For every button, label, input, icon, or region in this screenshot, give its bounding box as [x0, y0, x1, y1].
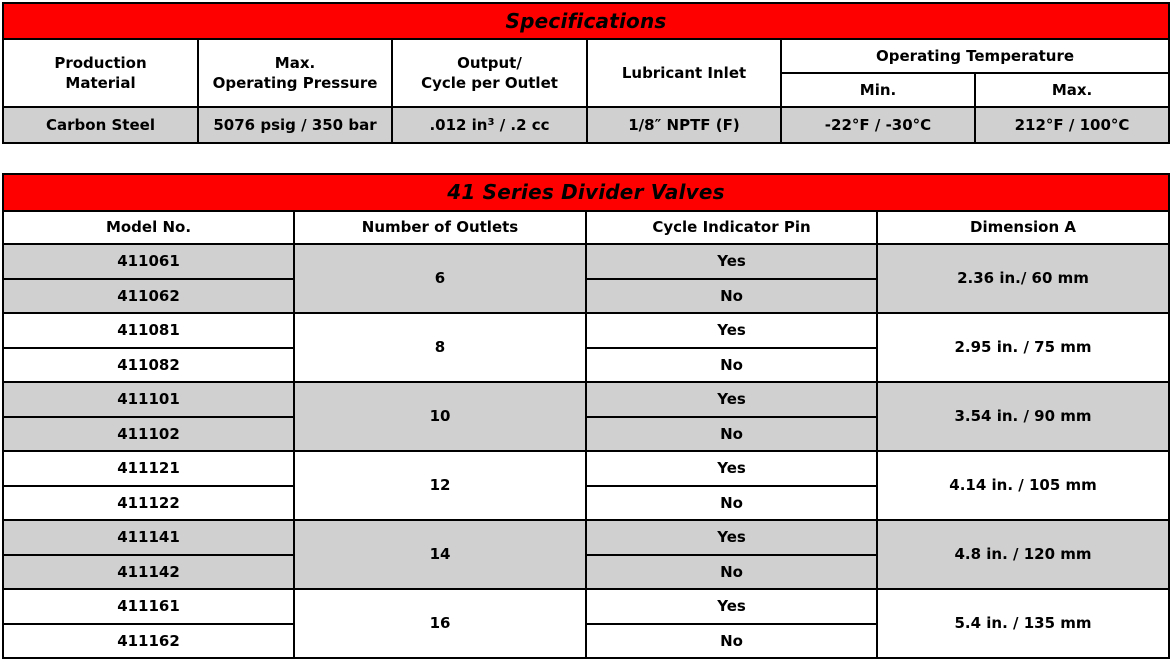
specifications-table — [2, 2, 1170, 144]
number-of-outlets-cell: 10 — [294, 382, 586, 451]
header-temp-max: Max. — [975, 73, 1169, 107]
header-production-material: Production Material — [3, 39, 198, 107]
cycle-indicator-pin-cell: No — [586, 486, 877, 521]
table-row — [3, 589, 1169, 624]
divider-valves-title: 41 Series Divider Valves — [3, 174, 1169, 211]
header-number-of-outlets: Number of Outlets — [294, 211, 586, 244]
header-output-per-cycle: Output/ Cycle per Outlet — [392, 39, 587, 107]
dimension-a-cell: 3.54 in. / 90 mm — [877, 382, 1169, 451]
cycle-indicator-pin-cell: No — [586, 279, 877, 314]
model-number-cell: 411122 — [3, 486, 294, 521]
dimension-a-cell: 4.8 in. / 120 mm — [877, 520, 1169, 589]
cycle-indicator-pin-cell: No — [586, 417, 877, 452]
table-row — [3, 451, 1169, 486]
model-number-cell: 411142 — [3, 555, 294, 590]
model-number-cell: 411061 — [3, 244, 294, 279]
model-number-cell: 411062 — [3, 279, 294, 314]
cycle-indicator-pin-cell: Yes — [586, 520, 877, 555]
model-number-cell: 411101 — [3, 382, 294, 417]
number-of-outlets-cell: 16 — [294, 589, 586, 658]
model-number-cell: 411141 — [3, 520, 294, 555]
value-inlet: 1/8″ NPTF (F) — [587, 107, 781, 143]
header-model-no: Model No. — [3, 211, 294, 244]
model-number-cell: 411081 — [3, 313, 294, 348]
model-number-cell: 411082 — [3, 348, 294, 383]
cycle-indicator-pin-cell: Yes — [586, 244, 877, 279]
table-row — [3, 244, 1169, 279]
specifications-title: Specifications — [3, 3, 1169, 39]
cycle-indicator-pin-cell: Yes — [586, 451, 877, 486]
divider-valves-table — [2, 173, 1170, 659]
dimension-a-cell: 4.14 in. / 105 mm — [877, 451, 1169, 520]
number-of-outlets-cell: 14 — [294, 520, 586, 589]
header-dimension-a: Dimension A — [877, 211, 1169, 244]
model-number-cell: 411161 — [3, 589, 294, 624]
cycle-indicator-pin-cell: Yes — [586, 382, 877, 417]
model-number-cell: 411121 — [3, 451, 294, 486]
cycle-indicator-pin-cell: No — [586, 624, 877, 659]
model-number-cell: 411162 — [3, 624, 294, 659]
header-lubricant-inlet: Lubricant Inlet — [587, 39, 781, 107]
header-operating-temperature: Operating Temperature — [781, 39, 1169, 73]
dimension-a-cell: 5.4 in. / 135 mm — [877, 589, 1169, 658]
value-output: .012 $in^3 / .2$ cc — [392, 107, 587, 143]
cycle-indicator-pin-cell: No — [586, 348, 877, 383]
value-temp-max: 212°F / 100°C — [975, 107, 1169, 143]
dimension-a-cell: 2.36 in./ 60 mm — [877, 244, 1169, 313]
number-of-outlets-cell: 6 — [294, 244, 586, 313]
header-max-operating-pressure: Max. Operating Pressure — [198, 39, 392, 107]
dimension-a-cell: 2.95 in. / 75 mm — [877, 313, 1169, 382]
header-temp-min: Min. — [781, 73, 975, 107]
number-of-outlets-cell: 12 — [294, 451, 586, 520]
table-row — [3, 382, 1169, 417]
cycle-indicator-pin-cell: Yes — [586, 589, 877, 624]
header-cycle-indicator-pin: Cycle Indicator Pin — [586, 211, 877, 244]
value-temp-min: -22°F / -30°C — [781, 107, 975, 143]
cycle-indicator-pin-cell: Yes — [586, 313, 877, 348]
value-pressure: 5076 psig / 350 bar — [198, 107, 392, 143]
table-row — [3, 520, 1169, 555]
table-row — [3, 313, 1169, 348]
model-number-cell: 411102 — [3, 417, 294, 452]
value-material: Carbon Steel — [3, 107, 198, 143]
number-of-outlets-cell: 8 — [294, 313, 586, 382]
cycle-indicator-pin-cell: No — [586, 555, 877, 590]
